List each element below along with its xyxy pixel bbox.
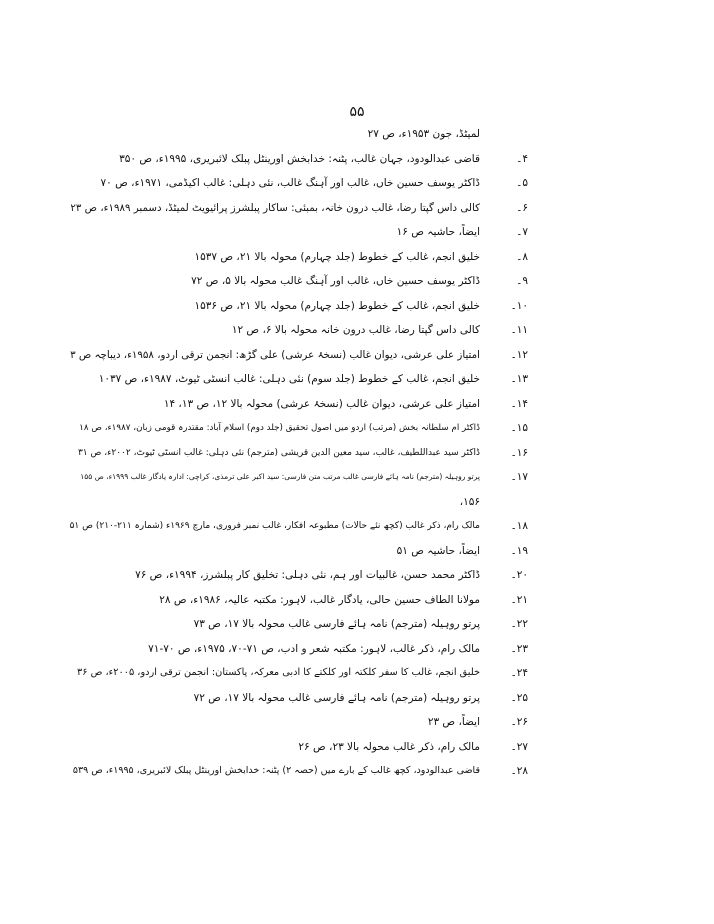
note-text: کالی داس گپتا رضا، غالب درون خانہ، بمبئی: ساکار پبلشرز پرائیویٹ لمیٹڈ، دسمبر ۱۹۸۹ء، ص ۲۳: [70, 201, 480, 214]
endnote: [70, 686, 528, 711]
note-text: ڈاکٹر یوسف حسین خاں، غالب اور آہنگ غالب محولہ بالا ۵، ص ۷۲: [191, 275, 480, 287]
note-text: پرتو روہیلہ (مترجم) نامہ ہائے فارسی غالب محولہ بالا ۱۷، ص ۷۲: [193, 691, 480, 704]
note-text: لمیٹڈ، جون ۱۹۵۳ء، ص ۲۷: [367, 128, 480, 140]
endnote: [70, 416, 528, 441]
note-number: ۱۸۔: [510, 520, 528, 532]
endnote: [70, 441, 528, 466]
endnote-continuation: [70, 539, 528, 564]
note-text: ایضاً، ص ۲۳: [427, 716, 480, 728]
note-text: پرتو روہیلہ (مترجم) نامہ ہائے فارسی غالب محولہ بالا ۱۷، ص ۷۳: [193, 618, 480, 630]
note-number: ۱۲۔: [510, 348, 528, 361]
note-text: مالک رام، ذکر غالب (کچھ نئے حالات) مطبوعہ افکار، غالب نمبر فروری، مارچ ۱۹۶۹ء (شمارہ ۲۱۱-۲۱۰) ص ۵۱: [69, 521, 480, 531]
note-text: خلیق انجم، غالب کے خطوط (جلد چہارم) محولہ بالا ۲۱، ص ۱۵۳۶: [194, 299, 480, 312]
note-text: مولانا الطاف حسین حالی، یادگار غالب، لاہور: مکتبہ عالیہ، ۱۹۸۶ء، ص ۲۸: [159, 593, 480, 606]
note-number: ۱۵۔: [510, 422, 528, 434]
note-number: ۴۔: [516, 152, 528, 165]
note-text: امتیاز علی عرشی، دیوان غالب (نسخۂ عرشی) محولہ بالا ۱۲، ص ۱۳، ۱۴: [163, 397, 480, 410]
note-text: ڈاکٹر ام سلطانہ بخش (مرتب) اردو میں اصول تحقیق (جلد دوم) اسلام آباد: مقتدرہ قومی زبان، ۱۹۸۷ء، ص ۱۸: [79, 423, 480, 433]
endnote: [70, 465, 528, 490]
endnote: [70, 588, 528, 613]
endnote: [70, 294, 528, 319]
endnote: [70, 759, 528, 784]
note-text: قاضی عبدالودود، کچھ غالب کے بارے میں (حصہ ۲) پٹنہ: خدابخش اورینٹل پبلک لائبریری، ۱۹۹۵ء، ص ۵۳۹: [72, 765, 480, 776]
endnote: [70, 318, 528, 343]
note-text: ڈاکٹر یوسف حسین خاں، غالب اور آہنگ غالب، نئی دہلی: غالب اکیڈمی، ۱۹۷۱ء، ص ۷۰: [100, 177, 480, 189]
endnote: [70, 612, 528, 637]
note-text: خلیق انجم، غالب کے خطوط (جلد چہارم) محولہ بالا ۲۱، ص ۱۵۳۷: [194, 250, 480, 263]
note-number: ۱۷۔: [510, 471, 528, 483]
note-text: ڈاکٹر محمد حسن، غالبیات اور ہم، نئی دہلی: تخلیق کار پبلشرز، ۱۹۹۴ء، ص ۷۶: [135, 569, 480, 581]
note-text: کالی داس گپتا رضا، غالب درون خانہ محولہ بالا ۶، ص ۱۲: [231, 324, 480, 336]
note-number: ۱۴۔: [510, 397, 528, 410]
note-text: قاضی عبدالودود، جہان غالب، پٹنہ: خدابخش اورینٹل پبلک لائبریری، ۱۹۹۵ء، ص ۳۵۰: [119, 152, 480, 165]
note-number: ۷۔: [516, 226, 528, 238]
endnote: [70, 735, 528, 760]
endnote-continuation: [70, 122, 528, 147]
note-number: ۱۹۔: [510, 544, 528, 557]
note-number: ۲۵۔: [510, 691, 528, 704]
note-number: ۲۴۔: [510, 667, 528, 679]
note-number: ۵۔: [516, 177, 528, 189]
note-text: مالک رام، ذکر غالب محولہ بالا ۲۳، ص ۲۶: [298, 740, 480, 753]
note-number: ۶۔: [516, 201, 528, 214]
note-text: ڈاکٹر سید عبداللطیف، غالب، سید معین الدین قریشی (مترجم) نئی دہلی: غالب انسٹی ٹیوٹ، ۲۰۰۲ء، ص ۳۱: [77, 447, 480, 458]
page-number: ۵۵: [349, 104, 365, 120]
note-number: ۱۰۔: [510, 299, 528, 312]
endnote: [70, 245, 528, 270]
endnote: [70, 514, 528, 539]
note-text: مالک رام، ذکر غالب، لاہور: مکتبہ شعر و ادب، ص ۷۱-۷۰، ۱۹۷۵ء، ص ۷۰-۷۱: [148, 642, 480, 655]
note-number: ۲۶۔: [510, 716, 528, 728]
endnote: [70, 269, 528, 294]
note-number: ۸۔: [516, 250, 528, 263]
note-text: خلیق انجم، غالب کے خطوط (جلد سوم) نئی دہلی: غالب انسٹی ٹیوٹ، ۱۹۸۷ء، ص ۱۰۳۷: [98, 373, 480, 385]
endnote: [70, 220, 528, 245]
endnote: [70, 490, 528, 515]
endnote: [70, 196, 528, 221]
note-text: ایضاً، حاشیہ ص ۱۶: [396, 226, 480, 238]
endnotes-list: [70, 122, 528, 808]
endnote: [70, 147, 528, 172]
endnote: [70, 710, 528, 735]
note-number: ۲۰۔: [510, 569, 528, 581]
note-number: ۱۶۔: [510, 446, 528, 459]
endnote: [70, 367, 528, 392]
note-number: ۱۳۔: [510, 373, 528, 385]
note-number: ۹۔: [516, 275, 528, 287]
endnote: [70, 563, 528, 588]
endnote: [70, 637, 528, 662]
note-text: خلیق انجم، غالب کا سفر کلکتہ اور کلکتے کا ادبی معرکہ، پاکستان: انجمن ترقی اردو، ۲۰۰۵ء، ص ۳۶: [77, 667, 480, 678]
note-number: ۲۸۔: [510, 765, 528, 777]
note-number: ۲۷۔: [510, 740, 528, 753]
endnote: [70, 343, 528, 368]
note-text: ۱۵۶،: [459, 495, 480, 508]
endnote: [70, 661, 528, 686]
note-text: ایضاً، حاشیہ ص ۵۱: [396, 544, 480, 557]
note-number: ۱۱۔: [510, 324, 528, 336]
note-number: ۲۳۔: [510, 642, 528, 655]
note-number: ۲۲۔: [510, 618, 528, 630]
note-number: ۲۱۔: [510, 593, 528, 606]
endnote: [70, 392, 528, 417]
note-text: امتیاز علی عرشی، دیوان غالب (نسخۂ عرشی) علی گڑھ: انجمن ترقی اردو، ۱۹۵۸ء، دیباچہ ص ۳: [70, 348, 480, 361]
endnote: [70, 784, 528, 809]
endnote: [70, 171, 528, 196]
note-text: پرتو روہیلہ (مترجم) نامہ ہائے فارسی غالب مرتب متن فارسی: سید اکبر علی ترمذی، کراچی: ادارہ یادگار غالب ۱۹۹۹ء، ص ۱۵۵: [80, 472, 480, 481]
